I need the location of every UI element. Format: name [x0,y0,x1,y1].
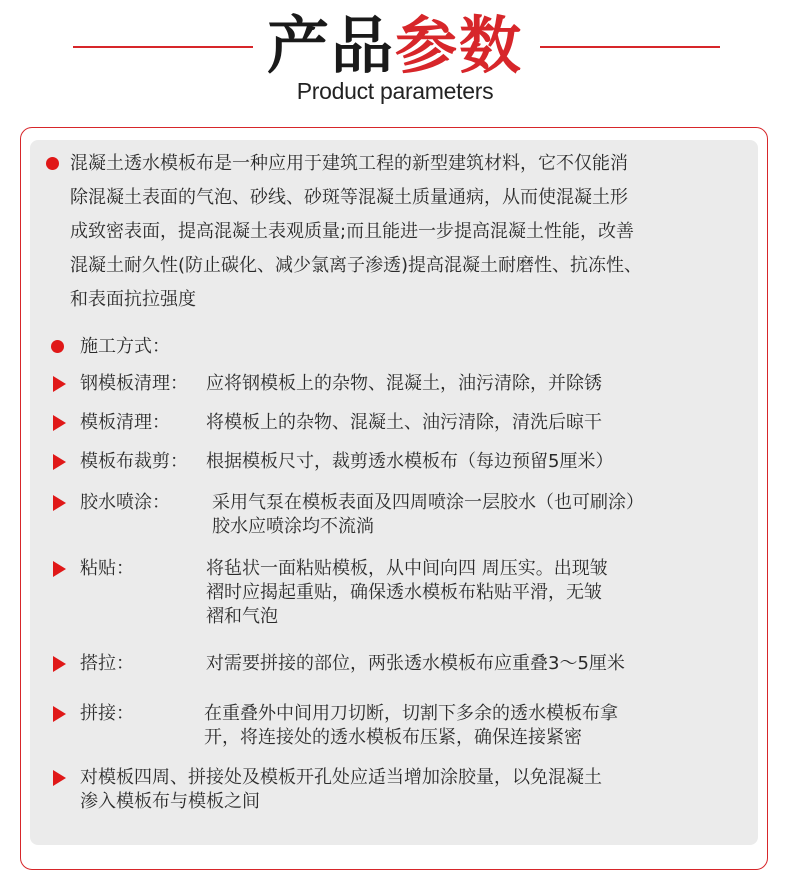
step-label: 模板布裁剪： [80,451,188,472]
step-label: 模板清理： [80,412,170,433]
step-text: 对需要拼接的部位，两张透水模板布应重叠3～5厘米 [206,653,625,674]
step-bullet-triangle-icon [53,561,66,577]
intro-line: 和表面抗拉强度 [70,289,196,310]
final-note [80,766,602,814]
step-label: 胶水喷涂： [80,492,170,513]
step-bullet-triangle-icon [53,376,66,392]
intro-line: 成致密表面，提高混凝土表观质量;而且能进一步提高混凝土性能，改善 [70,221,635,242]
step-bullet-triangle-icon [53,656,66,672]
intro-paragraph [70,147,642,317]
final-note-line: 对模板四周、拼接处及模板开孔处应适当增加涂胶量，以免混凝土 [80,767,602,788]
step-text-line: 褶和气泡 [206,606,278,627]
intro-line: 除混凝土表面的气泡、砂线、砂斑等混凝土质量通病，从而使混凝土形 [70,187,628,208]
step-label: 拼接： [80,703,134,724]
step-text: 将模板上的杂物、混凝土、油污清除，清洗后晾干 [206,412,602,433]
step-text [204,702,618,750]
step-text-line: 褶时应揭起重贴，确保透水模板布粘贴平滑，无皱 [206,582,602,603]
step-text [212,491,644,539]
page-subtitle: Product parameters [296,78,494,104]
page-title [0,8,790,84]
step-label: 粘贴： [80,558,134,579]
final-note-triangle-icon [53,770,66,786]
step-text-line: 在重叠外中间用刀切断，切割下多余的透水模板布拿 [204,703,618,724]
step-text-line: 胶水应喷涂均不流淌 [212,516,374,537]
step-label: 钢模板清理： [80,373,188,394]
final-note-line: 渗入模板布与模板之间 [80,791,260,812]
step-text [206,557,608,629]
intro-line: 混凝土透水模板布是一种应用于建筑工程的新型建筑材料，它不仅能消 [70,153,628,174]
step-bullet-triangle-icon [53,415,66,431]
step-text: 应将钢模板上的杂物、混凝土，油污清除，并除锈 [206,373,602,394]
intro-bullet-dot-icon [46,157,59,170]
step-text-line: 将毡状一面粘贴模板，从中间向四 周压实。出现皱 [206,558,608,579]
step-bullet-triangle-icon [53,706,66,722]
construction-heading: 施工方式： [80,336,170,357]
step-bullet-triangle-icon [53,495,66,511]
step-label: 搭拉： [80,653,134,674]
title-part-dark: 产品 [266,9,395,82]
title-part-red: 参数 [395,9,524,82]
step-bullet-triangle-icon [53,454,66,470]
step-text-line: 采用气泵在模板表面及四周喷涂一层胶水（也可刷涂） [212,492,644,513]
step-text-line: 开，将连接处的透水模板布压紧，确保连接紧密 [204,727,582,748]
step-text: 根据模板尺寸，裁剪透水模板布（每边预留5厘米） [206,451,614,472]
intro-line: 混凝土耐久性(防止碳化、减少氯离子渗透)提高混凝土耐磨性、抗冻性、 [70,255,643,276]
heading-bullet-dot-icon [51,340,64,353]
